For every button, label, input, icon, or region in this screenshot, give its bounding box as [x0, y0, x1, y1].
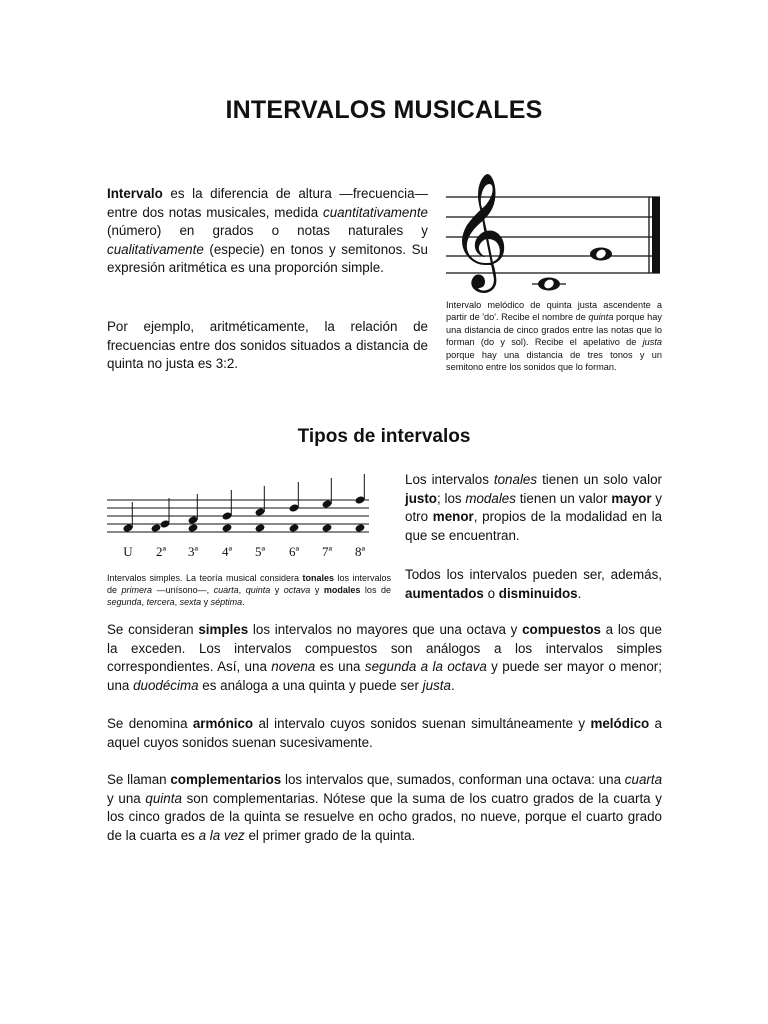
intro-paragraph-2: Por ejemplo, aritméticamente, la relación de frecuencias entre dos sonidos situados a distancia de quinta no justa es 3:2.: [107, 319, 428, 372]
interval-6: [288, 482, 299, 559]
note-head: [221, 523, 232, 533]
note-head: [321, 523, 332, 533]
note-do: [532, 278, 566, 291]
intro-paragraph-1: Intervalo es la diferencia de altura —frecuencia— entre dos notas musicales, medida cuantitativamente (número) en grados o notas naturales y cualitativamente (especie) en tonos y semitonos. Su expresión aritmética es una proporción simple.: [107, 186, 428, 276]
treble-clef-staff-figure: [444, 171, 664, 288]
interval-label: 3ª: [187, 544, 199, 559]
page-title: INTERVALOS MUSICALES: [225, 96, 543, 124]
interval-label: 2ª: [155, 544, 167, 559]
interval-5: [254, 486, 265, 559]
treble-clef-icon: 𝄞: [450, 171, 510, 288]
interval-1: [122, 502, 133, 559]
figure-1-caption: Intervalo melódico de quinta justa ascendente a partir de 'do'. Recibe el nombre de quinta porque hay una distancia de cinco grados entre las notas que lo forman (do y sol). Recibe el apelativo de justa porque hay una distancia de tres tonos y un semitono entre los sonidos que lo forman.: [446, 300, 662, 373]
interval-2: [150, 498, 170, 559]
figure-2-caption: Intervalos simples. La teoría musical considera tonales los intervalos de primera —unísono—, cuarta, quinta y octava y modales los de segunda, tercera, sexta y séptima.: [107, 573, 391, 608]
types-paragraph-1: Los intervalos tonales tienen un solo valor justo; los modales tienen un valor mayor y otro menor, propios de la modalidad en la que se encuentran.: [405, 472, 662, 543]
simple-intervals-figure: [107, 486, 371, 560]
interval-label: 8ª: [354, 544, 366, 559]
interval-label: U: [123, 544, 133, 559]
body-paragraph-1: Se consideran simples los intervalos no mayores que una octava y compuestos a los que la exceden. Los intervalos compuestos son análogos a los intervalos simples correspondientes. Así, una novena es una segunda a la octava y puede ser mayor o menor; una duodécima es análoga a una quinta y puede ser justa.: [107, 622, 663, 693]
interval-label: 4ª: [221, 544, 233, 559]
interval-3: [187, 494, 198, 559]
note-head: [187, 523, 198, 533]
note-head: [254, 523, 265, 533]
interval-label: 7ª: [321, 544, 333, 559]
note-head: [354, 523, 365, 533]
interval-label: 5ª: [254, 544, 266, 559]
body-paragraph-2: Se denomina armónico al intervalo cuyos sonidos suenan simultáneamente y melódico a aquel cuyos sonidos suenan sucesivamente.: [107, 716, 663, 750]
interval-8: [354, 474, 365, 559]
note-head: [288, 523, 299, 533]
body-paragraph-3: Se llaman complementarios los intervalos que, sumados, conforman una octava: una cuarta y una quinta son complementarias. Nótese que la suma de los cuatro grados de la cuarta y los cinco grados de la quinta se resuelve en ocho grados, no nueve, porque el cuarto grado de la cuarta es a la vez el primer grado de la quinta.: [107, 772, 663, 843]
note-head: [150, 523, 161, 533]
interval-label: 6ª: [288, 544, 300, 559]
section-subtitle: Tipos de intervalos: [297, 426, 471, 447]
types-paragraph-2: Todos los intervalos pueden ser, además, aumentados o disminuidos.: [405, 567, 662, 601]
final-bar: [652, 197, 660, 273]
interval-7: [321, 478, 332, 559]
note-sol: [590, 248, 612, 261]
